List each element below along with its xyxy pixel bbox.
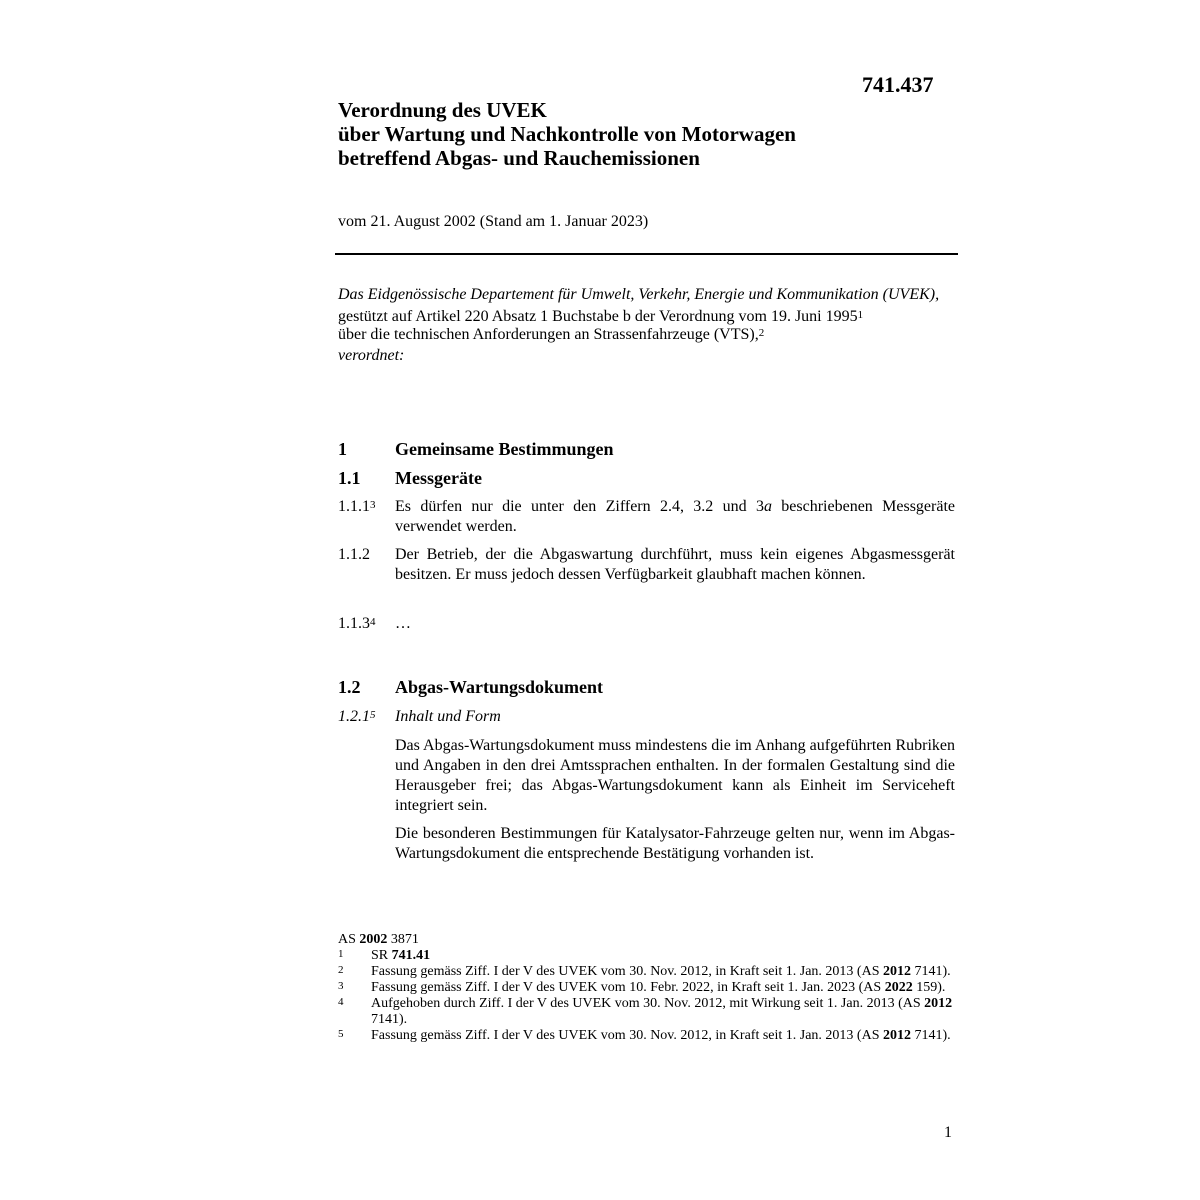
footnote-ref-4[interactable]: 4 — [370, 616, 376, 628]
section-number: 1 — [338, 439, 347, 459]
section-title: Messgeräte — [395, 468, 482, 488]
section-title: Gemeinsame Bestimmungen — [395, 439, 614, 459]
preamble-basis-part1: gestützt auf Artikel 220 Absatz 1 Buchstabe b der Verordnung vom 19. Juni 1995 — [338, 308, 858, 325]
item-number: 1.1.3$^4$ — [338, 615, 376, 632]
title-line-3: betreffend Abgas- und Rauchemissionen — [338, 146, 700, 170]
footnote-number: 2 — [338, 964, 344, 976]
sr-number: 741.437 — [862, 72, 934, 97]
preamble — [338, 286, 958, 365]
item-number: 1.1.2 — [338, 546, 370, 563]
as-reference: AS 2002 3871 — [338, 932, 419, 947]
item-text: Der Betrieb, der die Abgaswartung durchführt, muss kein eigenes Abgasmessgerät besitzen. Er muss jedoch dessen Verfügbarkeit glaubhaft machen können. — [395, 546, 955, 583]
document-title — [338, 98, 796, 170]
paragraph-1: Das Abgas-Wartungsdokument muss mindestens die im Anhang aufgeführten Rubriken und Angaben in den drei Amtssprachen enthalten. In der formalen Gestaltung sind die Herausgeber frei; das Abgas-Wartungsdokument kann als Einheit im Serviceheft integriert sein. — [395, 737, 955, 814]
footnote-number: 3 — [338, 980, 344, 992]
footnote-ref-3[interactable]: 3 — [370, 499, 376, 511]
item-1-1-3 — [338, 614, 955, 634]
footnote-number: 1 — [338, 948, 344, 960]
footnote-4: 4 Aufgehoben durch Ziff. I der V des UVEK vom 30. Nov. 2012, mit Wirkung seit 1. Jan. 2013 (AS 2012 7141). — [338, 996, 953, 1027]
footnotes — [338, 932, 958, 1044]
item-text: … — [395, 615, 411, 632]
footnote-ref-2[interactable]: 2 — [758, 327, 765, 339]
item-number: 1.2.1$^5$ — [338, 708, 376, 725]
item-1-2-1 — [338, 707, 955, 727]
section-number: 1.2 — [338, 677, 361, 697]
preamble-basis — [338, 308, 958, 344]
preamble-basis-part2: über die technischen Anforderungen an Strassenfahrzeuge (VTS), — [338, 326, 759, 343]
footnote-number: 5 — [338, 1028, 344, 1040]
section-number: 1.1 — [338, 468, 361, 488]
item-number: 1.1.1$^3$ — [338, 498, 376, 515]
title-line-2: über Wartung und Nachkontrolle von Motorwagen — [338, 122, 796, 146]
title-line-1: Verordnung des UVEK — [338, 98, 547, 122]
title-divider — [335, 253, 958, 255]
footnote-number: 4 — [338, 996, 344, 1008]
preamble-authority: Das Eidgenössische Departement für Umwelt, Verkehr, Energie und Kommunikation (UVEK), — [338, 286, 940, 303]
page-number: 1 — [944, 1124, 952, 1141]
footnote-5: 5 Fassung gemäss Ziff. I der V des UVEK vom 30. Nov. 2012, in Kraft seit 1. Jan. 2013 (AS 2012 7141). — [338, 1028, 951, 1043]
footnote-ref-5[interactable]: 5 — [370, 709, 376, 721]
item-1-1-2 — [338, 545, 955, 585]
footnote-1: 1 SR 741.41 — [338, 948, 431, 963]
footnote-3: 3 Fassung gemäss Ziff. I der V des UVEK vom 10. Febr. 2022, in Kraft seit 1. Jan. 2023 (AS 2022 159). — [338, 980, 946, 995]
item-text: Es dürfen nur die unter den Ziffern 2.4, 3.2 und 3a beschriebenen Messgeräte verwendet werden. — [395, 498, 956, 535]
item-1-1-1 — [338, 497, 955, 537]
paragraph-2: Die besonderen Bestimmungen für Katalysator-Fahrzeuge gelten nur, wenn im Abgas-Wartungsdokument die entsprechende Bestätigung vorhanden ist. — [395, 825, 955, 862]
section-title: Abgas-Wartungsdokument — [395, 677, 604, 697]
item-subtitle: Inhalt und Form — [395, 708, 501, 725]
document-date: vom 21. August 2002 (Stand am 1. Januar 2023) — [338, 213, 649, 230]
footnote-2: 2 Fassung gemäss Ziff. I der V des UVEK vom 30. Nov. 2012, in Kraft seit 1. Jan. 2013 (AS 2012 7141). — [338, 964, 951, 979]
preamble-decree: verordnet: — [338, 347, 405, 364]
footnote-ref-1[interactable]: 1 — [857, 309, 864, 321]
